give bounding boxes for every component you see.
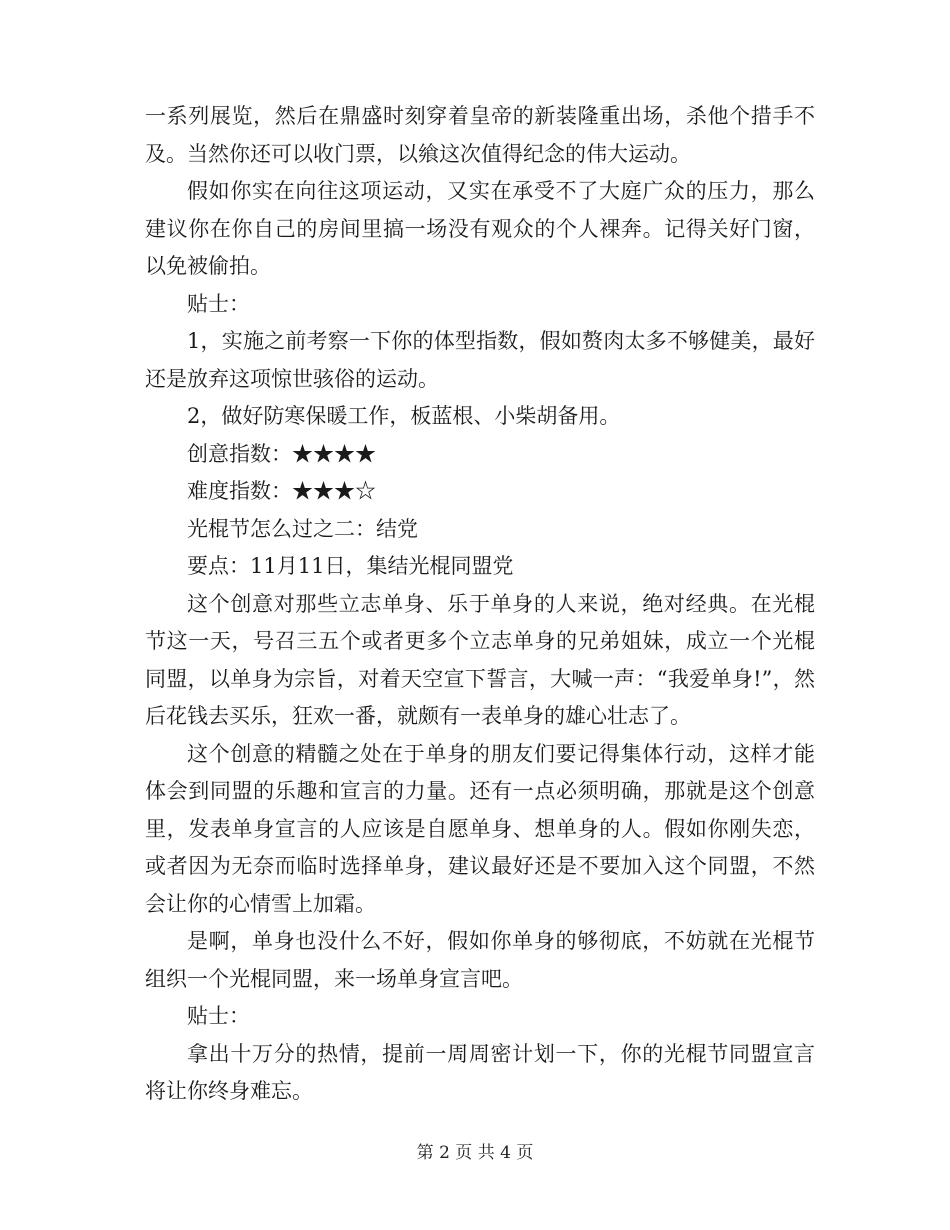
- tip-final: 拿出十万分的热情，提前一周周密计划一下，你的光棍节同盟宣言将让你终身难忘。: [145, 1041, 815, 1103]
- key-point: 要点：11月11日，集结光棍同盟党: [187, 554, 514, 578]
- paragraph-conclusion: 是啊，单身也没什么不好，假如你单身的够彻底，不妨就在光棍节组织一个光棍同盟，来一场单身宣言吧。: [145, 929, 815, 991]
- page-footer: 第 2 页 共 4 页: [416, 1143, 534, 1163]
- document-body: [145, 98, 815, 1111]
- tip-item-2: 2，做好防寒保暖工作，板蓝根、小柴胡备用。: [187, 404, 621, 428]
- creativity-rating: 创意指数：★★★★: [187, 441, 376, 466]
- difficulty-rating: 难度指数：★★★☆: [187, 479, 376, 503]
- section-heading-2: 光棍节怎么过之二：结党: [187, 516, 418, 541]
- paragraph-alliance-essence: 这个创意的精髓之处在于单身的朋友们要记得集体行动，这样才能体会到同盟的乐趣和宣言的力量。还有一点必须明确，那就是这个创意里，发表单身宣言的人应该是自愿单身、想单身的人。假如你刚失恋，或者因为无奈而临时选择单身，建议最好还是不要加入这个同盟，不然会让你的心情雪上加霜。: [145, 741, 815, 916]
- paragraph-continuation: 一系列展览，然后在鼎盛时刻穿着皇帝的新装隆重出场，杀他个措手不及。当然你还可以收门票，以飨这次值得纪念的伟大运动。: [145, 104, 815, 166]
- tip-item-1: 1，实施之前考察一下你的体型指数，假如赘肉太多不够健美，最好还是放弃这项惊世骇俗的运动。: [145, 329, 815, 391]
- paragraph-alliance-idea: 这个创意对那些立志单身、乐于单身的人来说，绝对经典。在光棍节这一天，号召三五个或者更多个立志单身的兄弟姐妹，成立一个光棍同盟，以单身为宗旨，对着天空宣下誓言，大喊一声：“我爱单身!”，然后花钱去买乐，狂欢一番，就颇有一表单身的雄心壮志了。: [145, 591, 815, 728]
- tips-heading-2: 贴士：: [187, 1004, 250, 1028]
- paragraph-private-streaking: 假如你实在向往这项运动，又实在承受不了大庭广众的压力，那么建议你在你自己的房间里搞一场没有观众的个人裸奔。记得关好门窗，以免被偷拍。: [145, 179, 815, 278]
- tips-heading-1: 贴士：: [187, 291, 250, 316]
